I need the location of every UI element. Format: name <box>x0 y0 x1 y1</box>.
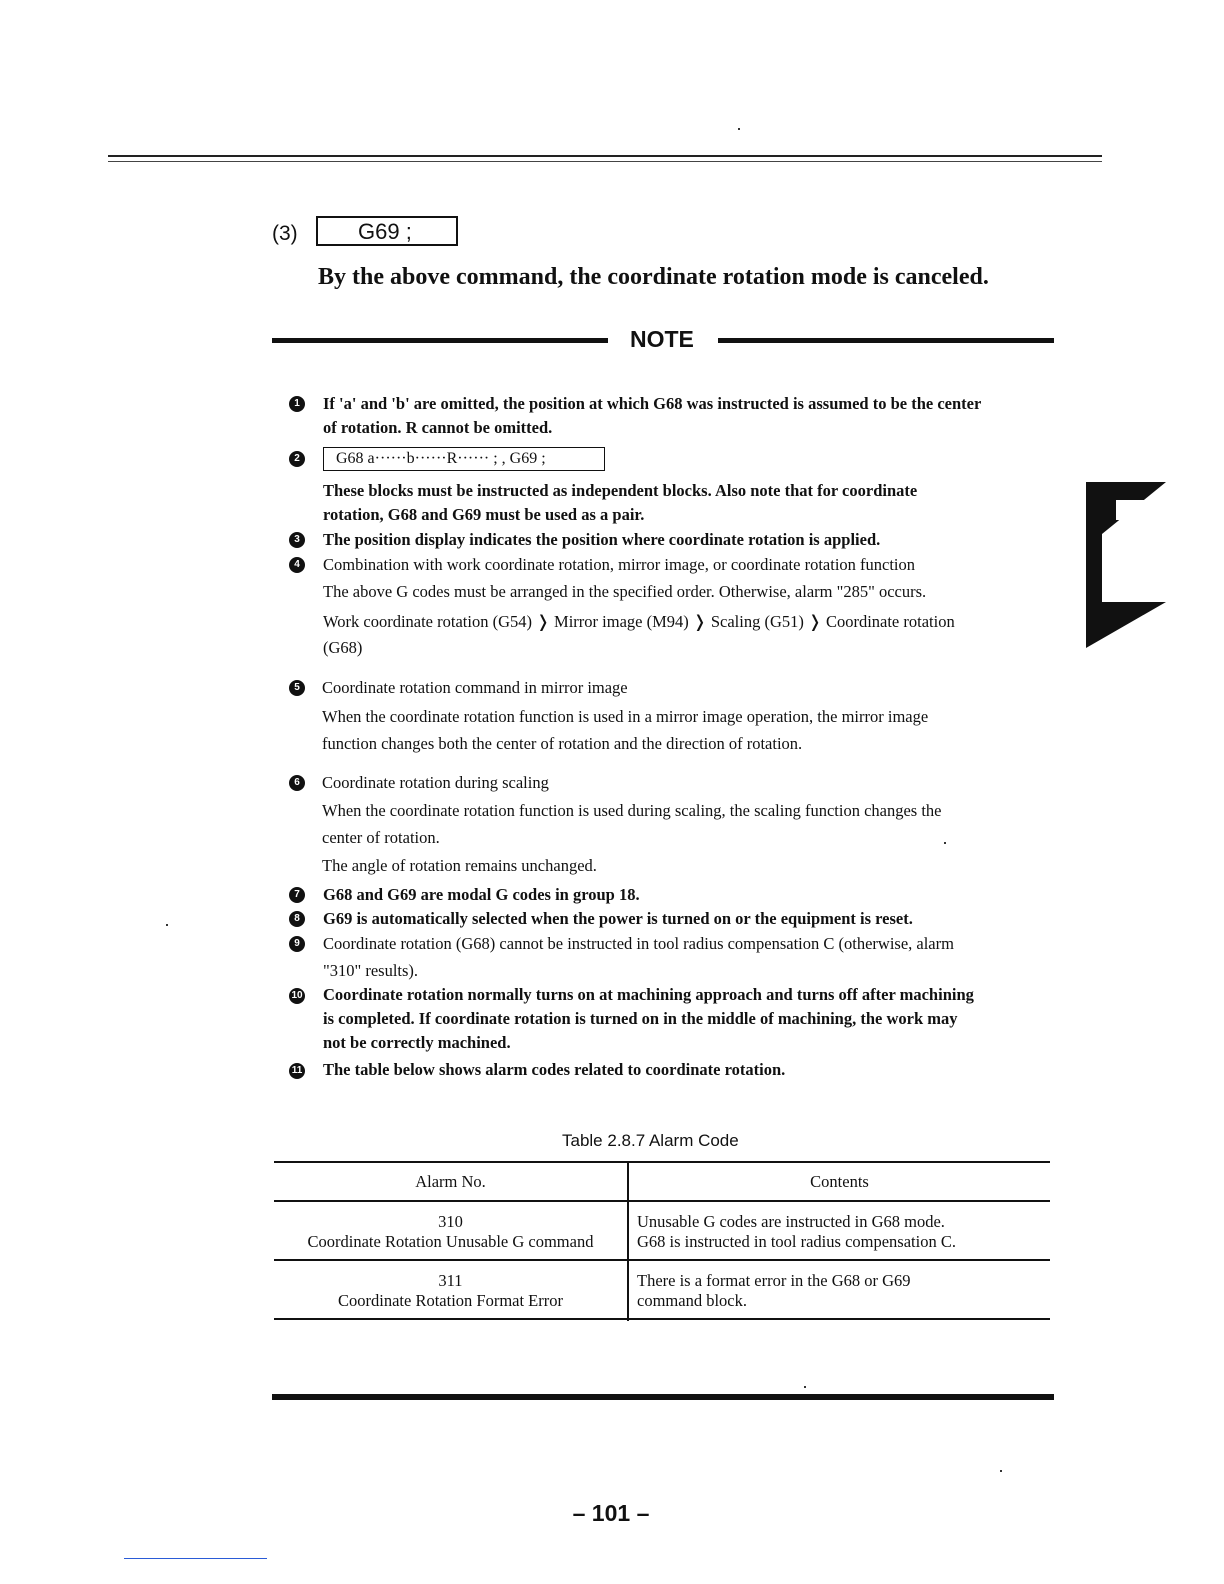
table-header-contents: Contents <box>810 1172 869 1191</box>
note-2-line-2: rotation, G68 and G69 must be used as a pair. <box>323 505 645 524</box>
note-7-text: G68 and G69 are modal G codes in group 18. <box>323 885 640 904</box>
note-2-command-box: G68 a······b······R······ ; , G69 ; <box>323 447 605 471</box>
note-10-line-2: is completed. If coordinate rotation is turned on in the middle of machining, the work may <box>323 1009 958 1028</box>
bullet-1-icon: 1 <box>289 396 305 412</box>
note-6-line-4: The angle of rotation remains unchanged. <box>322 856 597 875</box>
note-rule-left <box>272 338 608 343</box>
scan-speck <box>738 128 740 130</box>
header-rule <box>108 155 1102 157</box>
table-row-1-alarm-name: Coordinate Rotation Unusable G command <box>307 1232 594 1251</box>
bullet-11-icon: 11 <box>289 1063 305 1079</box>
note-4-line-4: (G68) <box>323 638 363 657</box>
note-10-line-1: Coordinate rotation normally turns on at machining approach and turns off after machining <box>323 985 974 1004</box>
note-9-line-2: "310" results). <box>323 961 419 980</box>
note-10-line-3: not be correctly machined. <box>323 1033 511 1052</box>
table-rule-header <box>274 1200 1050 1202</box>
footer-rule <box>272 1394 1054 1400</box>
note-6-line-1: Coordinate rotation during scaling <box>322 773 549 792</box>
table-header-alarm: Alarm No. <box>415 1172 486 1191</box>
bullet-6-icon: 6 <box>289 775 305 791</box>
note-4-line-1: Combination with work coordinate rotation, mirror image, or coordinate rotation function <box>323 555 916 574</box>
table-rule-top <box>274 1161 1050 1163</box>
table-row-2-contents-line-1: There is a format error in the G68 or G69 <box>637 1271 911 1290</box>
table-row-2-alarm-name: Coordinate Rotation Format Error <box>338 1291 563 1310</box>
note-8-text: G69 is automatically selected when the power is turned on or the equipment is reset. <box>323 909 913 928</box>
note-11-text: The table below shows alarm codes related to coordinate rotation. <box>323 1060 786 1079</box>
bullet-2-icon: 2 <box>289 451 305 467</box>
note-5-line-1: Coordinate rotation command in mirror image <box>322 678 628 697</box>
bullet-4-icon: 4 <box>289 557 305 573</box>
chapter-tab-icon <box>1086 482 1166 648</box>
scan-speck <box>166 924 168 926</box>
note-5-line-2: When the coordinate rotation function is used in a mirror image operation, the mirror image <box>322 707 929 726</box>
bullet-8-icon: 8 <box>289 911 305 927</box>
table-row-1-contents-line-1: Unusable G codes are instructed in G68 mode. <box>637 1212 945 1231</box>
section-number: (3) <box>272 222 298 245</box>
table-row-1-contents-line-2: G68 is instructed in tool radius compensation C. <box>637 1232 956 1251</box>
table-rule-bottom <box>274 1318 1050 1320</box>
table-row-2-alarm-number: 311 <box>438 1271 463 1290</box>
footer-underline <box>124 1558 267 1559</box>
note-3-text: The position display indicates the position where coordinate rotation is applied. <box>323 530 881 549</box>
page-number: – 101 – <box>572 1500 650 1526</box>
bullet-9-icon: 9 <box>289 936 305 952</box>
table-rule-row <box>274 1259 1050 1261</box>
scan-speck <box>804 1386 806 1388</box>
section-description: By the above command, the coordinate rotation mode is canceled. <box>318 264 989 290</box>
note-1-line-1: If 'a' and 'b' are omitted, the position at which G68 was instructed is assumed to be the center <box>323 394 982 413</box>
note-4-line-2: The above G codes must be arranged in the specified order. Otherwise, alarm "285" occurs. <box>323 582 927 601</box>
note-5-line-3: function changes both the center of rotation and the direction of rotation. <box>322 734 803 753</box>
note-rule-right <box>718 338 1054 343</box>
note-9-line-1: Coordinate rotation (G68) cannot be instructed in tool radius compensation C (otherwise, alarm <box>323 934 954 953</box>
command-box: G69 ; <box>316 216 458 246</box>
table-row-2-contents-line-2: command block. <box>637 1291 747 1310</box>
scan-speck <box>1000 1470 1002 1472</box>
note-heading: NOTE <box>630 326 694 352</box>
note-2-line-1: These blocks must be instructed as independent blocks. Also note that for coordinate <box>323 481 918 500</box>
bullet-5-icon: 5 <box>289 680 305 696</box>
note-1-line-2: of rotation. R cannot be omitted. <box>323 418 553 437</box>
table-caption: Table 2.8.7 Alarm Code <box>562 1131 739 1150</box>
note-6-line-3: center of rotation. <box>322 828 440 847</box>
note-4-line-3: Work coordinate rotation (G54) ❭ Mirror image (M94) ❭ Scaling (G51) ❭ Coordinate rotation <box>323 612 955 631</box>
header-rule-thin <box>108 161 1102 162</box>
bullet-3-icon: 3 <box>289 532 305 548</box>
note-6-line-2: When the coordinate rotation function is used during scaling, the scaling function changes the <box>322 801 942 820</box>
table-row-1-alarm-number: 310 <box>438 1212 463 1231</box>
scan-speck <box>944 842 946 844</box>
bullet-10-icon: 10 <box>289 988 305 1004</box>
bullet-7-icon: 7 <box>289 887 305 903</box>
